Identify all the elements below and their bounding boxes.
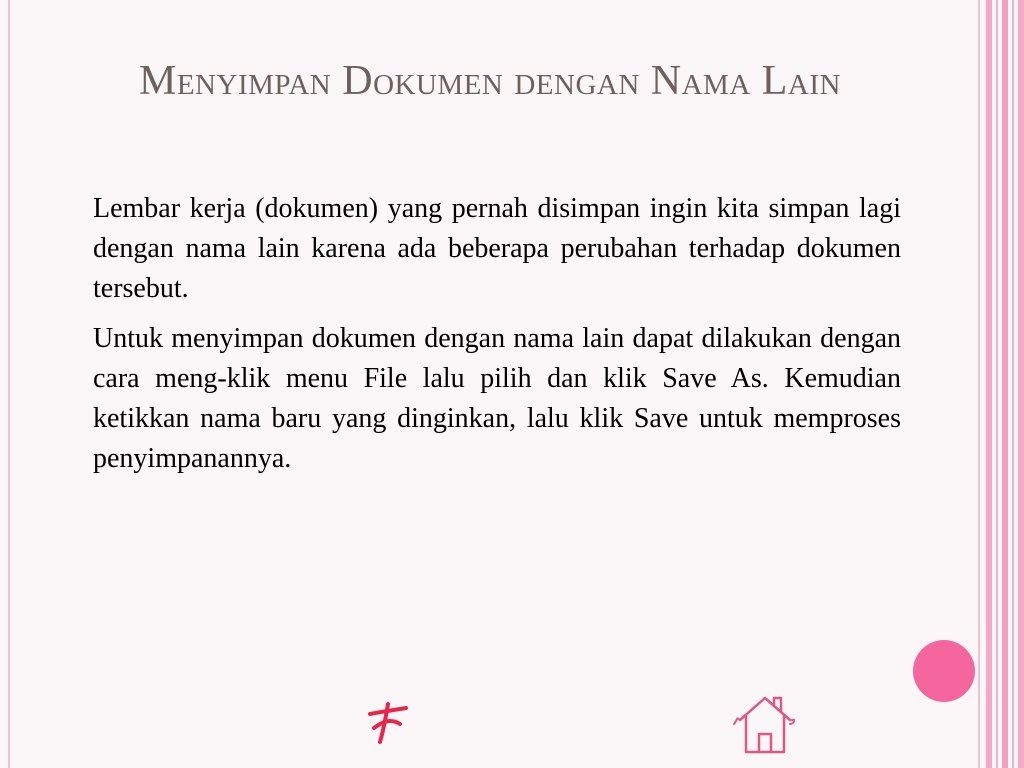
right-stripe: [996, 0, 998, 768]
right-stripe: [1018, 0, 1024, 768]
left-border: [8, 0, 10, 768]
body-paragraph: Untuk menyimpan dokumen dengan nama lain dapat dilakukan dengan cara meng-klik menu File lalu pilih dan klik Save As. Kemudian ketikkan nama baru yang dinginkan, lalu klik Save untuk memproses penyimpanannya.: [93, 323, 901, 474]
right-stripe: [986, 0, 992, 768]
right-stripe: [978, 0, 980, 768]
right-stripe: [1002, 0, 1008, 768]
asterisk-icon: [366, 700, 410, 746]
slide-body: [93, 189, 901, 489]
body-paragraph: Lembar kerja (dokumen) yang pernah disimpan ingin kita simpan lagi dengan nama lain karena ada beberapa perubahan terhadap dokumen tersebut.: [93, 193, 901, 304]
slide-title: Menyimpan Dokumen dengan Nama Lain: [139, 58, 841, 104]
pink-circle-icon: [913, 640, 975, 702]
home-icon[interactable]: [732, 690, 798, 760]
right-stripe: [1012, 0, 1014, 768]
